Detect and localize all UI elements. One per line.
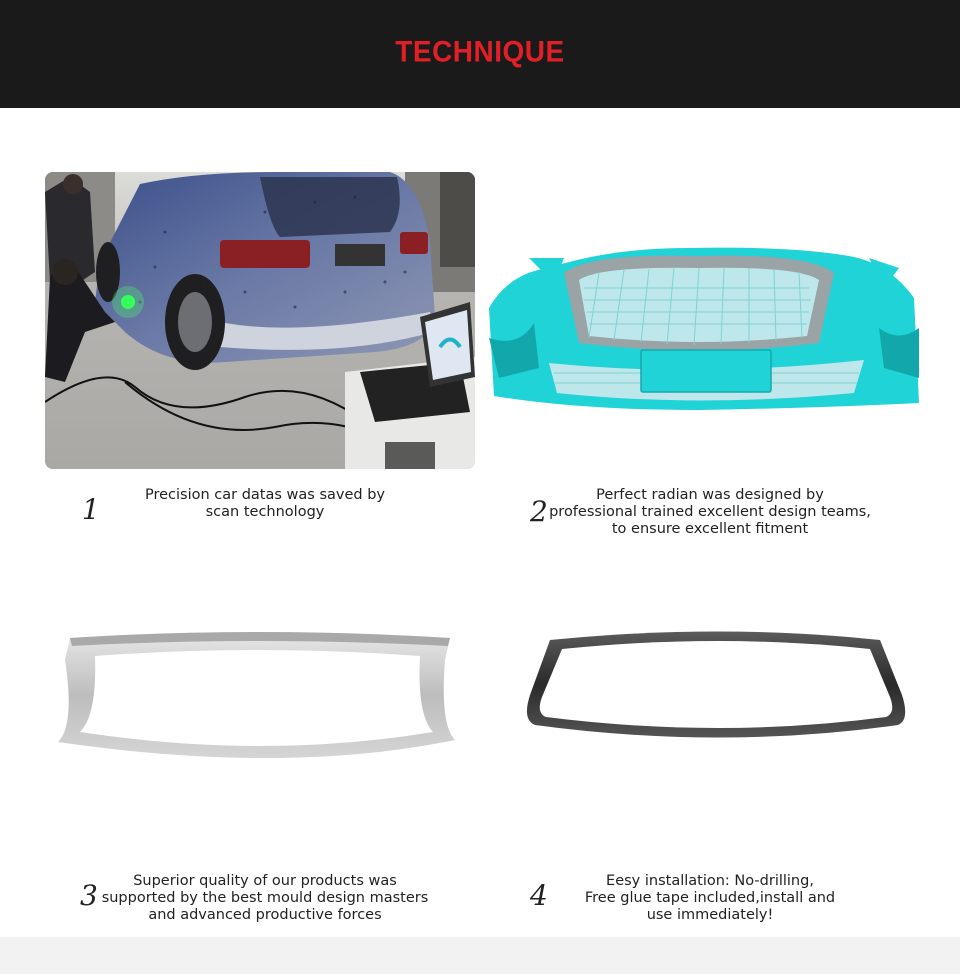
step-4-caption-line: use immediately!	[646, 907, 774, 923]
step-4-caption-line: Free glue tape included,install and	[584, 890, 836, 906]
frame-model-image	[55, 630, 455, 770]
step-1-caption-line: scan technology	[205, 504, 325, 520]
step-3-caption-line: Superior quality of our products was	[133, 873, 397, 889]
step-3-caption	[97, 873, 433, 924]
step-2-number: 2	[530, 495, 548, 528]
step-3-caption-line: and advanced productive forces	[148, 907, 382, 923]
scan-photo-illustration	[45, 172, 475, 469]
step-2-caption-line: to ensure excellent fitment	[611, 521, 809, 537]
scan-photo	[45, 172, 475, 469]
step-4-caption	[575, 873, 845, 924]
step-1-caption-line: Precision car datas was saved by	[144, 487, 385, 503]
step-4-caption-line: Eesy installation: No-drilling,	[606, 873, 814, 889]
carbon-frame-image	[520, 625, 915, 750]
step-3-caption-line: supported by the best mould design masters	[101, 890, 429, 906]
bumper-scan-illustration	[489, 228, 921, 413]
page-header	[0, 0, 960, 108]
step-4-number: 4	[530, 879, 548, 912]
footer-strip	[0, 937, 960, 974]
step-1-number: 1	[82, 493, 100, 526]
step-3-number: 3	[80, 879, 98, 912]
scan-model-image	[489, 228, 921, 413]
step-2-caption-line: Perfect radian was designed by	[596, 487, 824, 503]
step-1-caption	[120, 487, 410, 521]
silver-frame-illustration	[55, 630, 455, 770]
page-title: TECHNIQUE	[395, 35, 565, 68]
step-2-caption-line: professional trained excellent design teams,	[549, 504, 871, 520]
step-2-caption	[545, 487, 875, 538]
carbon-frame-illustration	[520, 625, 915, 750]
